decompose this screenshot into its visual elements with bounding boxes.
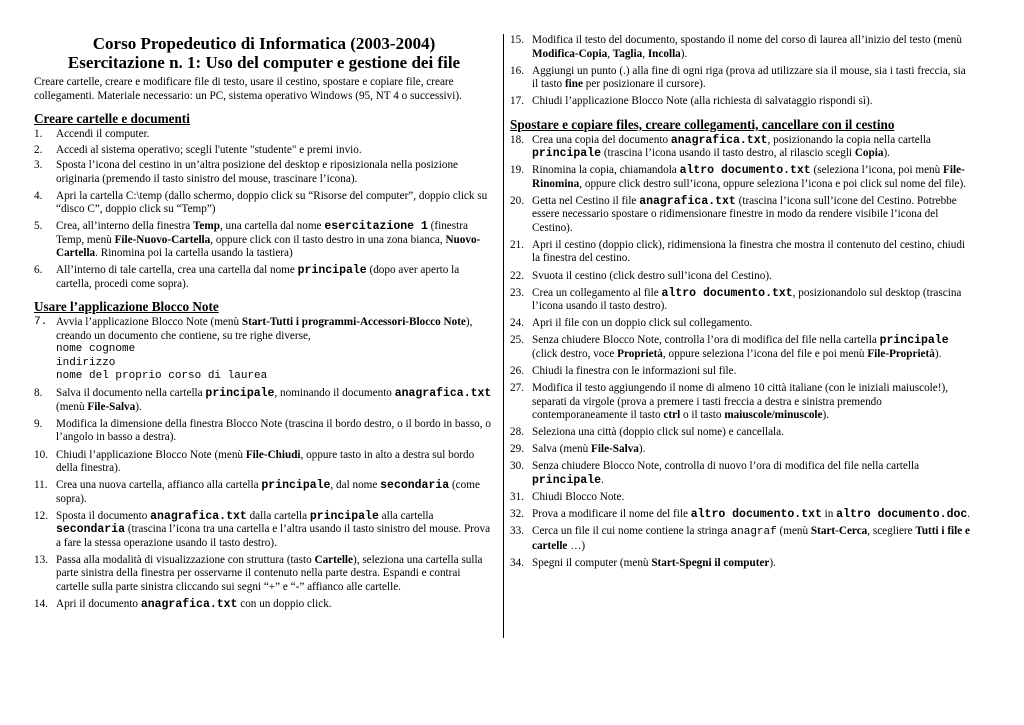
right-column bbox=[510, 34, 972, 574]
step-14: 14. Apri il documento anagrafica.txt con un doppio click. bbox=[34, 597, 332, 611]
step-19: 19. Rinomina la copia, chiamandola altro documento.txt (seleziona l’icona, poi menù File-Rinomina, oppure click destro sull’icona, oppure seleziona l’icona e poi click sul nome del file). bbox=[510, 164, 967, 190]
step-8: 8. Salva il documento nella cartella principale, nominando il documento anagrafica.txt (menù File-Salva). bbox=[34, 387, 492, 413]
step-3: 3. Sposta l’icona del cestino in un’altra posizione del desktop e riposizionala nella posizione originaria (premendo il tasto sinistro del mouse, trascinare l’icona). bbox=[34, 159, 459, 185]
step-23: 23. Crea un collegamento al file altro documento.txt, posizionandolo sul desktop (trascina l’icona usando il tasto destro). bbox=[510, 286, 962, 313]
step-9: 9. Modifica la dimensione della finestra Blocco Note (trascina il bordo destro, o il bordo in basso, o l’angolo in basso a destra). bbox=[34, 417, 491, 444]
step-34: 34. Spegni il computer (menù Start-Spegni il computer). bbox=[510, 556, 776, 569]
step-12: 12. Sposta il documento anagrafica.txt dalla cartella principale alla cartella secondaria (trascina l’icona tra una cartella e l’altra usando il tasto sinistro del mouse. Prova a fare la stessa operazione usando il tasto destro). bbox=[34, 509, 491, 549]
sample-line-name: nome cognome bbox=[56, 343, 136, 356]
step-29: 29. Salva (menù File-Salva). bbox=[510, 443, 646, 456]
step-30: 30. Senza chiudere Blocco Note, controlla di nuovo l’ora di modifica del file nella cartella principale. bbox=[510, 460, 920, 487]
section-heading-move-copy: Spostare e copiare files, creare collegamenti, cancellare con il cestino bbox=[510, 116, 895, 132]
step-11: 11. Crea una nuova cartella, affianco alla cartella principale, dal nome secondaria (come sopra). bbox=[34, 479, 480, 505]
document-title-line2: Esercitazione n. 1: Uso del computer e gestione dei file bbox=[67, 53, 461, 72]
column-divider bbox=[503, 34, 504, 638]
step-list-move-copy bbox=[510, 134, 972, 571]
step-18: 18. Crea una copia del documento anagrafica.txt, posizionando la copia nella cartella principale (trascina l’icona usando il tasto destro, al rilascio scegli Copia). bbox=[510, 133, 931, 161]
step-2: 2. Accedi al sistema operativo; scegli l'utente "studente" e premi invio. bbox=[34, 143, 362, 156]
document-title-line1: Corso Propedeutico di Informatica (2003-2004) bbox=[92, 34, 436, 53]
step-21: 21. Apri il cestino (doppio click), ridimensiona la finestra che mostra il contenuto del cestino, chiudi la finestra del cestino. bbox=[510, 238, 966, 265]
step-10: 10. Chiudi l’applicazione Blocco Note (menù File-Chiudi, oppure tasto in alto a destra sul bordo della finestra). bbox=[34, 448, 475, 475]
step-list-create bbox=[34, 128, 494, 291]
step-5: 5. Crea, all’interno della finestra Temp, una cartella dal nome esercitazione 1 (finestra Temp, menù File-Nuovo-Cartella, oppure click con il tasto destro in una zona bianca, Nuovo-Cartella. Rinomina poi la cartella usando la tastiera) bbox=[34, 220, 481, 260]
step-27: 27. Modifica il testo aggiungendo il nome di almeno 10 città italiane (con le iniziali maiuscole!), separati da virgole (prova a premere i tasti freccia a destra e sinistra premendo contemporaneamente il tasto ctrl o il tasto maiuscole/minuscole). bbox=[510, 382, 948, 422]
intro-paragraph: Creare cartelle, creare e modificare file di testo, usare il cestino, spostare e copiare file, creare collegamenti. Materiale necessario: un PC, sistema operativo Windows (95, NT 4 o successivi). bbox=[34, 76, 462, 102]
step-7: 7. Avvia l’applicazione Blocco Note (menù Start-Tutti i programmi-Accessori-Blocco Note), creando un documento che contiene, su tre righe diverse, nome cognome indirizzo nome del proprio corso di laurea bbox=[34, 316, 494, 384]
step-25: 25. Senza chiudere Blocco Note, controlla l’ora di modifica del file nella cartella principale (click destro, voce Proprietà, oppure seleziona l’icona del file e poi menù File-Proprietà). bbox=[510, 334, 949, 360]
sample-line-address: indirizzo bbox=[56, 356, 116, 369]
step-32: 32. Prova a modificare il nome del file altro documento.txt in altro documento.doc. bbox=[510, 508, 971, 521]
step-22: 22. Svuota il cestino (click destro sull’icona del Cestino). bbox=[510, 269, 772, 282]
left-column bbox=[34, 34, 494, 615]
step-1: 1. Accendi il computer. bbox=[34, 128, 150, 140]
step-6: 6. All’interno di tale cartella, crea una cartella dal nome principale (dopo aver aperto la cartella, procedi come sopra). bbox=[34, 264, 460, 290]
step-26: 26. Chiudi la finestra con le informazioni sul file. bbox=[510, 364, 737, 377]
step-list-notepad-continued bbox=[510, 34, 972, 109]
step-15: 15. Modifica il testo del documento, spostando il nome del corso di laurea all’inizio del testo (menù Modifica-Copia, Taglia, Incolla). bbox=[510, 34, 962, 60]
section-heading-notepad: Usare l’applicazione Blocco Note bbox=[34, 299, 219, 315]
step-4: 4. Apri la cartella C:\temp (dallo schermo, doppio click su “Risorse del computer”, doppio click su “disco C”, doppio click su “Temp”) bbox=[34, 189, 488, 216]
sample-line-course: nome del proprio corso di laurea bbox=[56, 370, 268, 383]
step-20: 20. Getta nel Cestino il file anagrafica.txt (trascina l’icona sull’icone del Cestino. Potrebbe essere necessario spostare o ridimensionare finestre in modo da rendere visibile l’icona del Cestino). bbox=[510, 194, 957, 234]
step-24: 24. Apri il file con un doppio click sul collegamento. bbox=[510, 317, 753, 330]
step-16: 16. Aggiungi un punto (.) alla fine di ogni riga (prova ad utilizzare sia il mouse, sia i tasti freccia, sia il tasto fine per posizionare il cursore). bbox=[510, 64, 966, 91]
step-13: 13. Passa alla modalità di visualizzazione con struttura (tasto Cartelle), seleziona una cartella sulla parte sinistra della finestra per osservarne il contenuto nella parte destra. Espandi e contrai cartelle sulla parte sinistra cliccando sui segni “+” e “-” affianco alle cartelle. bbox=[34, 553, 483, 593]
step-28: 28. Seleziona una città (doppio click sul nome) e cancellala. bbox=[510, 426, 784, 439]
step-33: 33. Cerca un file il cui nome contiene la stringa anagraf (menù Start-Cerca, scegliere Tutti i file e cartelle …) bbox=[510, 525, 970, 552]
section-heading-create: Creare cartelle e documenti bbox=[34, 111, 190, 126]
step-17: 17. Chiudi l’applicazione Blocco Note (alla richiesta di salvataggio rispondi sì). bbox=[510, 95, 873, 108]
step-list-notepad bbox=[34, 316, 494, 611]
step-31: 31. Chiudi Blocco Note. bbox=[510, 490, 625, 503]
